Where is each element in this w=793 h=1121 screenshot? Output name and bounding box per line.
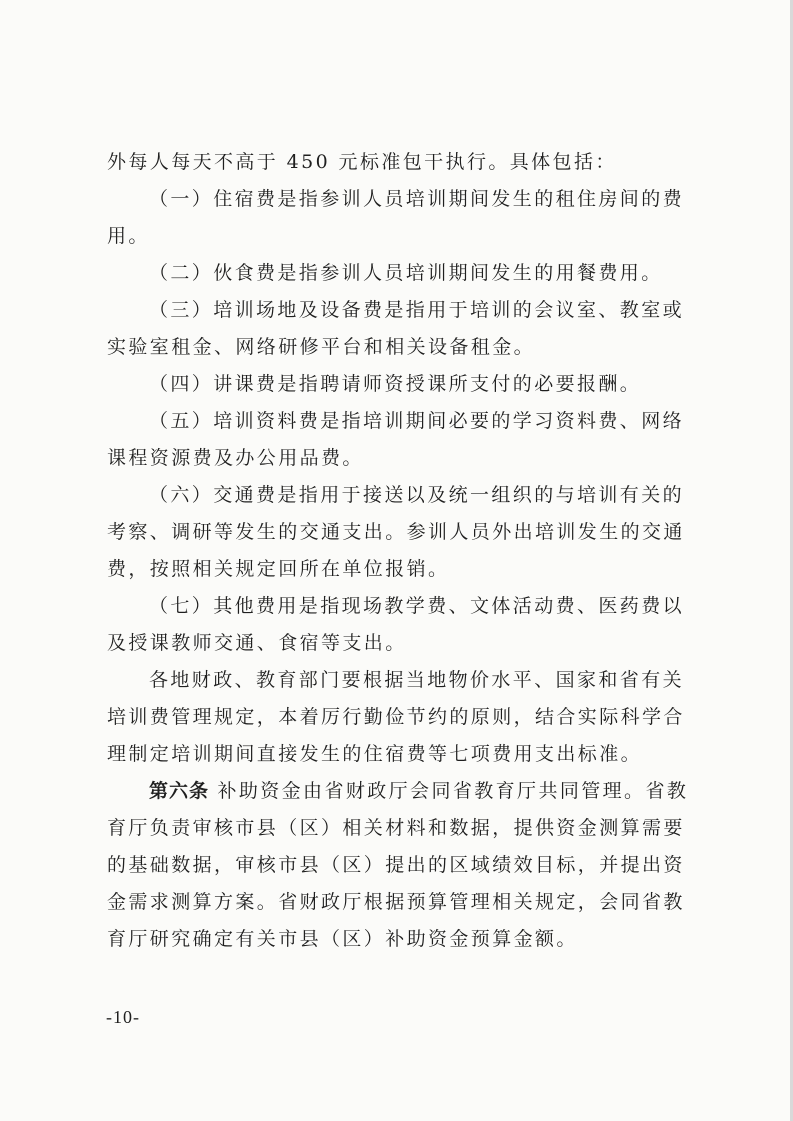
line-text: （三）培训场地及设备费是指用于培训的会议室、教室或 [149,299,685,321]
text-line [107,625,697,662]
line-text: 各地财政、教育部门要根据当地物价水平、国家和省有关 [149,669,685,691]
text-line [107,366,697,403]
text-line [107,440,697,477]
line-text: 理制定培训期间直接发生的住宿费等七项费用支出标准。 [107,743,643,765]
line-text: （七）其他费用是指现场教学费、文体活动费、医药费以 [149,595,685,617]
text-line [107,403,697,440]
text-line [107,329,697,366]
text-line [107,477,697,514]
line-text: 费，按照相关规定回所在单位报销。 [107,558,450,580]
text-line [107,181,697,218]
text-line [107,773,697,810]
line-text: 育厅研究确定有关市县（区）补助资金预算金额。 [107,928,578,950]
line-text: 的基础数据，审核市县（区）提出的区域绩效目标，并提出资 [107,854,685,876]
line-text: 外每人每天不高于 450 元标准包干执行。具体包括： [107,151,617,173]
line-text: （六）交通费是指用于接送以及统一组织的与培训有关的 [149,484,685,506]
text-line [107,884,697,921]
text-line [107,810,697,847]
text-line [107,514,697,551]
text-line [107,699,697,736]
line-text: （一）住宿费是指参训人员培训期间发生的租住房间的费 [149,188,685,210]
text-line [107,292,697,329]
text-line [107,736,697,773]
line-text: （二）伙食费是指参训人员培训期间发生的用餐费用。 [149,262,663,284]
text-line [107,144,697,181]
line-text: 课程资源费及办公用品费。 [107,447,364,469]
line-text: （四）讲课费是指聘请师资授课所支付的必要报酬。 [149,373,642,395]
article-heading: 第六条 [149,780,210,802]
text-line [107,662,697,699]
page-number: -10- [106,1007,140,1027]
text-line [107,218,697,255]
text-line [107,847,697,884]
line-text: 育厅负责审核市县（区）相关材料和数据，提供资金测算需要 [107,817,685,839]
document-body [107,144,697,958]
line-text: 培训费管理规定，本着厉行勤俭节约的原则，结合实际科学合 [107,706,685,728]
line-text: 金需求测算方案。省财政厅根据预算管理相关规定，会同省教 [107,891,685,913]
line-text: 用。 [107,225,150,247]
text-line [107,921,697,958]
line-text: （五）培训资料费是指培训期间必要的学习资料费、网络 [149,410,685,432]
line-text: 实验室租金、网络研修平台和相关设备租金。 [107,336,536,358]
line-text: 考察、调研等发生的交通支出。参训人员外出培训发生的交通 [107,521,685,543]
text-line [107,255,697,292]
text-line [107,551,697,588]
line-text: 补助资金由省财政厅会同省教育厅共同管理。省教 [209,780,689,802]
line-text: 及授课教师交通、食宿等支出。 [107,632,407,654]
text-line [107,588,697,625]
